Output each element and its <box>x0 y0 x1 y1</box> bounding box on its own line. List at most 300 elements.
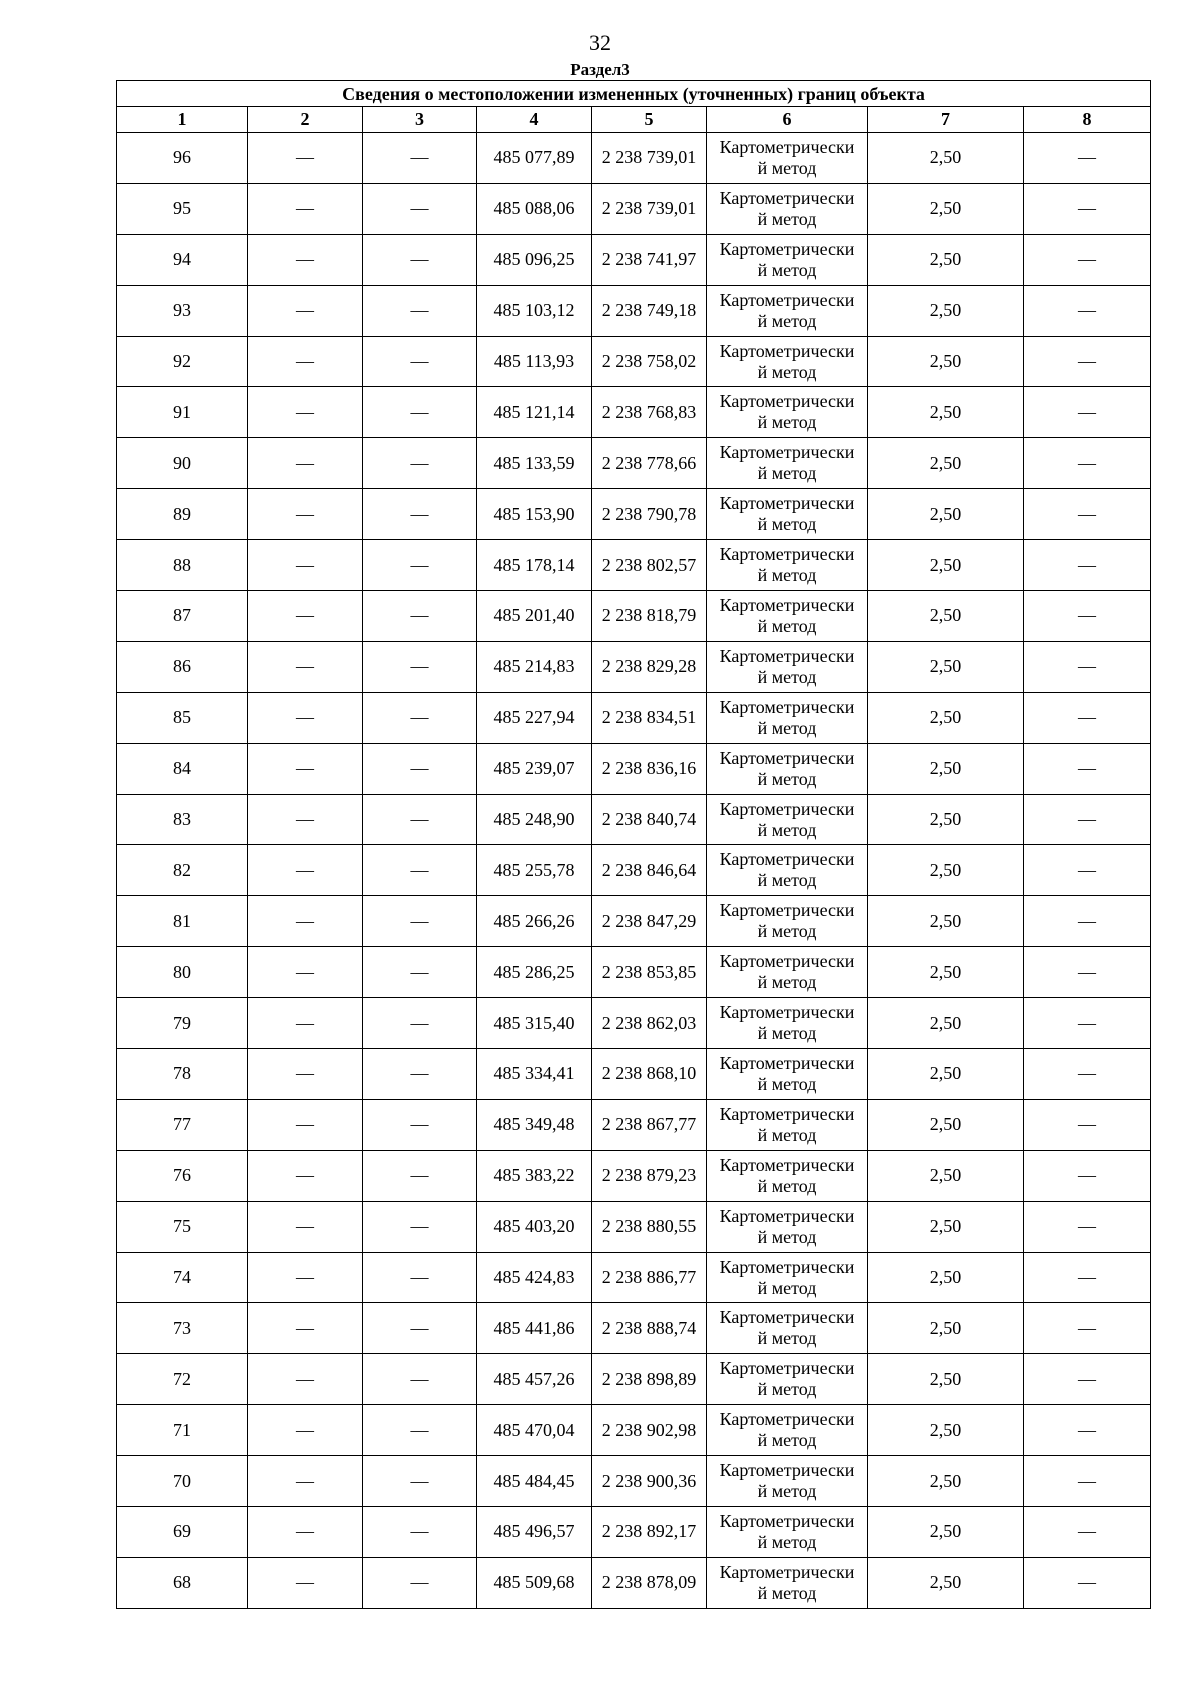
x-coordinate-cell: 485 227,94 <box>477 692 592 743</box>
empty-cell: — <box>363 133 477 184</box>
y-coordinate-cell: 2 238 886,77 <box>592 1252 707 1303</box>
empty-cell: — <box>363 1201 477 1252</box>
method-cell <box>707 1049 868 1100</box>
table-row <box>117 1557 1151 1608</box>
empty-cell: — <box>1024 692 1151 743</box>
column-number-row <box>117 107 1151 133</box>
x-coordinate-cell: 485 201,40 <box>477 591 592 642</box>
y-coordinate-cell: 2 238 888,74 <box>592 1303 707 1354</box>
method-cell <box>707 641 868 692</box>
y-coordinate-cell: 2 238 900,36 <box>592 1456 707 1507</box>
point-number-cell: 83 <box>117 794 248 845</box>
method-line-1: Картометрически <box>719 951 855 972</box>
x-coordinate-cell: 485 286,25 <box>477 947 592 998</box>
method-line-1: Картометрически <box>719 1307 855 1328</box>
point-number-cell: 75 <box>117 1201 248 1252</box>
empty-cell: — <box>248 896 363 947</box>
y-coordinate-cell: 2 238 847,29 <box>592 896 707 947</box>
precision-cell: 2,50 <box>868 947 1024 998</box>
empty-cell: — <box>248 692 363 743</box>
method-cell <box>707 1405 868 1456</box>
method-line-2: й метод <box>757 514 817 535</box>
empty-cell: — <box>363 438 477 489</box>
x-coordinate-cell: 485 113,93 <box>477 336 592 387</box>
method-line-2: й метод <box>757 157 817 178</box>
y-coordinate-cell: 2 238 829,28 <box>592 641 707 692</box>
empty-cell: — <box>363 387 477 438</box>
empty-cell: — <box>1024 1354 1151 1405</box>
table-row <box>117 438 1151 489</box>
point-number-cell: 96 <box>117 133 248 184</box>
empty-cell: — <box>363 896 477 947</box>
empty-cell: — <box>363 183 477 234</box>
y-coordinate-cell: 2 238 846,64 <box>592 845 707 896</box>
column-number: 4 <box>477 107 592 133</box>
empty-cell: — <box>1024 1099 1151 1150</box>
empty-cell: — <box>363 591 477 642</box>
empty-cell: — <box>1024 591 1151 642</box>
table-body <box>117 133 1151 1609</box>
method-line-1: Картометрически <box>719 136 855 157</box>
empty-cell: — <box>1024 387 1151 438</box>
method-line-1: Картометрически <box>719 1409 855 1430</box>
empty-cell: — <box>248 540 363 591</box>
empty-cell: — <box>1024 1150 1151 1201</box>
method-cell <box>707 540 868 591</box>
y-coordinate-cell: 2 238 868,10 <box>592 1049 707 1100</box>
empty-cell: — <box>248 336 363 387</box>
empty-cell: — <box>363 692 477 743</box>
column-number: 6 <box>707 107 868 133</box>
empty-cell: — <box>248 438 363 489</box>
point-number-cell: 94 <box>117 234 248 285</box>
y-coordinate-cell: 2 238 790,78 <box>592 489 707 540</box>
empty-cell: — <box>363 1099 477 1150</box>
point-number-cell: 72 <box>117 1354 248 1405</box>
precision-cell: 2,50 <box>868 591 1024 642</box>
precision-cell: 2,50 <box>868 336 1024 387</box>
table-row <box>117 743 1151 794</box>
method-line-2: й метод <box>757 310 817 331</box>
method-line-2: й метод <box>757 1023 817 1044</box>
precision-cell: 2,50 <box>868 1201 1024 1252</box>
method-cell <box>707 1303 868 1354</box>
empty-cell: — <box>1024 1405 1151 1456</box>
method-cell <box>707 1252 868 1303</box>
precision-cell: 2,50 <box>868 387 1024 438</box>
y-coordinate-cell: 2 238 749,18 <box>592 285 707 336</box>
method-line-1: Картометрически <box>719 696 855 717</box>
point-number-cell: 85 <box>117 692 248 743</box>
method-line-2: й метод <box>757 921 817 942</box>
method-line-2: й метод <box>757 666 817 687</box>
method-line-1: Картометрически <box>719 493 855 514</box>
empty-cell: — <box>248 1252 363 1303</box>
empty-cell: — <box>363 234 477 285</box>
precision-cell: 2,50 <box>868 641 1024 692</box>
precision-cell: 2,50 <box>868 1405 1024 1456</box>
table-row <box>117 1201 1151 1252</box>
empty-cell: — <box>248 387 363 438</box>
method-line-2: й метод <box>757 259 817 280</box>
empty-cell: — <box>1024 1507 1151 1558</box>
x-coordinate-cell: 485 248,90 <box>477 794 592 845</box>
empty-cell: — <box>363 336 477 387</box>
method-line-2: й метод <box>757 1531 817 1552</box>
method-line-2: й метод <box>757 1430 817 1451</box>
column-number: 2 <box>248 107 363 133</box>
point-number-cell: 87 <box>117 591 248 642</box>
method-line-1: Картометрически <box>719 594 855 615</box>
empty-cell: — <box>248 1507 363 1558</box>
method-line-1: Картометрически <box>719 289 855 310</box>
y-coordinate-cell: 2 238 862,03 <box>592 998 707 1049</box>
method-line-2: й метод <box>757 208 817 229</box>
method-line-1: Картометрически <box>719 645 855 666</box>
method-cell <box>707 387 868 438</box>
empty-cell: — <box>248 641 363 692</box>
point-number-cell: 93 <box>117 285 248 336</box>
x-coordinate-cell: 485 470,04 <box>477 1405 592 1456</box>
empty-cell: — <box>363 1354 477 1405</box>
empty-cell: — <box>1024 794 1151 845</box>
x-coordinate-cell: 485 509,68 <box>477 1557 592 1608</box>
precision-cell: 2,50 <box>868 896 1024 947</box>
column-number: 8 <box>1024 107 1151 133</box>
precision-cell: 2,50 <box>868 438 1024 489</box>
empty-cell: — <box>363 947 477 998</box>
method-line-1: Картометрически <box>719 1002 855 1023</box>
empty-cell: — <box>1024 1252 1151 1303</box>
x-coordinate-cell: 485 096,25 <box>477 234 592 285</box>
method-line-2: й метод <box>757 1073 817 1094</box>
table-row <box>117 1507 1151 1558</box>
precision-cell: 2,50 <box>868 234 1024 285</box>
empty-cell: — <box>363 1252 477 1303</box>
precision-cell: 2,50 <box>868 1252 1024 1303</box>
precision-cell: 2,50 <box>868 1507 1024 1558</box>
y-coordinate-cell: 2 238 818,79 <box>592 591 707 642</box>
method-line-1: Картометрически <box>719 1510 855 1531</box>
method-line-1: Картометрически <box>719 1358 855 1379</box>
method-line-2: й метод <box>757 1328 817 1349</box>
section-title: Раздел3 <box>570 60 630 79</box>
empty-cell: — <box>248 183 363 234</box>
method-cell <box>707 1557 868 1608</box>
table-row <box>117 489 1151 540</box>
empty-cell: — <box>248 1099 363 1150</box>
empty-cell: — <box>1024 1456 1151 1507</box>
x-coordinate-cell: 485 334,41 <box>477 1049 592 1100</box>
x-coordinate-cell: 485 403,20 <box>477 1201 592 1252</box>
x-coordinate-cell: 485 088,06 <box>477 183 592 234</box>
point-number-cell: 74 <box>117 1252 248 1303</box>
method-line-2: й метод <box>757 361 817 382</box>
empty-cell: — <box>1024 743 1151 794</box>
empty-cell: — <box>248 1405 363 1456</box>
y-coordinate-cell: 2 238 741,97 <box>592 234 707 285</box>
method-cell <box>707 183 868 234</box>
method-cell <box>707 845 868 896</box>
boundary-coordinates-table <box>116 80 1151 1609</box>
empty-cell: — <box>363 540 477 591</box>
precision-cell: 2,50 <box>868 743 1024 794</box>
empty-cell: — <box>363 1150 477 1201</box>
method-line-2: й метод <box>757 972 817 993</box>
point-number-cell: 90 <box>117 438 248 489</box>
table-caption: Сведения о местоположении измененных (уточненных) границ объекта <box>117 81 1151 107</box>
table-row <box>117 794 1151 845</box>
empty-cell: — <box>1024 1201 1151 1252</box>
empty-cell: — <box>248 1354 363 1405</box>
method-cell <box>707 794 868 845</box>
empty-cell: — <box>1024 336 1151 387</box>
method-line-2: й метод <box>757 819 817 840</box>
precision-cell: 2,50 <box>868 1456 1024 1507</box>
empty-cell: — <box>248 1303 363 1354</box>
empty-cell: — <box>1024 540 1151 591</box>
precision-cell: 2,50 <box>868 133 1024 184</box>
point-number-cell: 89 <box>117 489 248 540</box>
empty-cell: — <box>248 743 363 794</box>
empty-cell: — <box>1024 998 1151 1049</box>
y-coordinate-cell: 2 238 778,66 <box>592 438 707 489</box>
y-coordinate-cell: 2 238 840,74 <box>592 794 707 845</box>
empty-cell: — <box>363 1303 477 1354</box>
point-number-cell: 76 <box>117 1150 248 1201</box>
table-row <box>117 1456 1151 1507</box>
empty-cell: — <box>1024 285 1151 336</box>
method-line-1: Картометрически <box>719 900 855 921</box>
point-number-cell: 79 <box>117 998 248 1049</box>
method-line-1: Картометрически <box>719 1561 855 1582</box>
y-coordinate-cell: 2 238 867,77 <box>592 1099 707 1150</box>
method-line-1: Картометрически <box>719 1052 855 1073</box>
table-row <box>117 336 1151 387</box>
precision-cell: 2,50 <box>868 1557 1024 1608</box>
point-number-cell: 81 <box>117 896 248 947</box>
y-coordinate-cell: 2 238 853,85 <box>592 947 707 998</box>
y-coordinate-cell: 2 238 739,01 <box>592 183 707 234</box>
method-line-1: Картометрически <box>719 849 855 870</box>
method-line-2: й метод <box>757 768 817 789</box>
precision-cell: 2,50 <box>868 540 1024 591</box>
empty-cell: — <box>248 489 363 540</box>
x-coordinate-cell: 485 121,14 <box>477 387 592 438</box>
x-coordinate-cell: 485 214,83 <box>477 641 592 692</box>
empty-cell: — <box>363 794 477 845</box>
table-row <box>117 1303 1151 1354</box>
table-row <box>117 234 1151 285</box>
precision-cell: 2,50 <box>868 285 1024 336</box>
y-coordinate-cell: 2 238 902,98 <box>592 1405 707 1456</box>
table-row <box>117 540 1151 591</box>
point-number-cell: 73 <box>117 1303 248 1354</box>
method-line-1: Картометрически <box>719 238 855 259</box>
precision-cell: 2,50 <box>868 692 1024 743</box>
y-coordinate-cell: 2 238 834,51 <box>592 692 707 743</box>
method-line-2: й метод <box>757 717 817 738</box>
method-line-1: Картометрически <box>719 1460 855 1481</box>
table-row <box>117 1405 1151 1456</box>
method-line-2: й метод <box>757 615 817 636</box>
column-number: 5 <box>592 107 707 133</box>
method-line-2: й метод <box>757 870 817 891</box>
method-cell <box>707 896 868 947</box>
method-line-2: й метод <box>757 1226 817 1247</box>
point-number-cell: 78 <box>117 1049 248 1100</box>
empty-cell: — <box>1024 845 1151 896</box>
y-coordinate-cell: 2 238 880,55 <box>592 1201 707 1252</box>
precision-cell: 2,50 <box>868 1049 1024 1100</box>
empty-cell: — <box>363 641 477 692</box>
table-row <box>117 1049 1151 1100</box>
empty-cell: — <box>1024 489 1151 540</box>
precision-cell: 2,50 <box>868 183 1024 234</box>
x-coordinate-cell: 485 441,86 <box>477 1303 592 1354</box>
point-number-cell: 88 <box>117 540 248 591</box>
empty-cell: — <box>248 285 363 336</box>
y-coordinate-cell: 2 238 892,17 <box>592 1507 707 1558</box>
method-line-1: Картометрически <box>719 391 855 412</box>
x-coordinate-cell: 485 383,22 <box>477 1150 592 1201</box>
empty-cell: — <box>248 1201 363 1252</box>
method-line-2: й метод <box>757 1277 817 1298</box>
precision-cell: 2,50 <box>868 794 1024 845</box>
method-line-2: й метод <box>757 1582 817 1603</box>
y-coordinate-cell: 2 238 898,89 <box>592 1354 707 1405</box>
empty-cell: — <box>363 1456 477 1507</box>
point-number-cell: 77 <box>117 1099 248 1150</box>
precision-cell: 2,50 <box>868 1150 1024 1201</box>
method-line-2: й метод <box>757 1175 817 1196</box>
method-line-1: Картометрически <box>719 544 855 565</box>
y-coordinate-cell: 2 238 768,83 <box>592 387 707 438</box>
y-coordinate-cell: 2 238 758,02 <box>592 336 707 387</box>
x-coordinate-cell: 485 457,26 <box>477 1354 592 1405</box>
method-cell <box>707 1099 868 1150</box>
precision-cell: 2,50 <box>868 998 1024 1049</box>
table-row <box>117 133 1151 184</box>
y-coordinate-cell: 2 238 802,57 <box>592 540 707 591</box>
empty-cell: — <box>248 1557 363 1608</box>
empty-cell: — <box>248 1456 363 1507</box>
method-line-1: Картометрически <box>719 187 855 208</box>
table-row <box>117 1354 1151 1405</box>
point-number-cell: 86 <box>117 641 248 692</box>
table-row <box>117 285 1151 336</box>
point-number-cell: 69 <box>117 1507 248 1558</box>
x-coordinate-cell: 485 103,12 <box>477 285 592 336</box>
empty-cell: — <box>1024 641 1151 692</box>
precision-cell: 2,50 <box>868 489 1024 540</box>
method-line-1: Картометрически <box>719 1256 855 1277</box>
method-line-1: Картометрически <box>719 1103 855 1124</box>
empty-cell: — <box>1024 234 1151 285</box>
point-number-cell: 84 <box>117 743 248 794</box>
method-line-2: й метод <box>757 1379 817 1400</box>
method-line-2: й метод <box>757 1481 817 1502</box>
method-line-2: й метод <box>757 565 817 586</box>
point-number-cell: 80 <box>117 947 248 998</box>
empty-cell: — <box>1024 183 1151 234</box>
x-coordinate-cell: 485 239,07 <box>477 743 592 794</box>
empty-cell: — <box>248 591 363 642</box>
method-cell <box>707 1354 868 1405</box>
precision-cell: 2,50 <box>868 1099 1024 1150</box>
precision-cell: 2,50 <box>868 1303 1024 1354</box>
point-number-cell: 82 <box>117 845 248 896</box>
empty-cell: — <box>1024 1303 1151 1354</box>
x-coordinate-cell: 485 424,83 <box>477 1252 592 1303</box>
table-row <box>117 1150 1151 1201</box>
x-coordinate-cell: 485 315,40 <box>477 998 592 1049</box>
table-row <box>117 1099 1151 1150</box>
empty-cell: — <box>248 133 363 184</box>
empty-cell: — <box>363 998 477 1049</box>
empty-cell: — <box>363 845 477 896</box>
point-number-cell: 91 <box>117 387 248 438</box>
method-cell <box>707 1201 868 1252</box>
table-row <box>117 947 1151 998</box>
method-cell <box>707 438 868 489</box>
empty-cell: — <box>248 234 363 285</box>
y-coordinate-cell: 2 238 739,01 <box>592 133 707 184</box>
empty-cell: — <box>248 998 363 1049</box>
x-coordinate-cell: 485 484,45 <box>477 1456 592 1507</box>
x-coordinate-cell: 485 496,57 <box>477 1507 592 1558</box>
method-cell <box>707 1507 868 1558</box>
y-coordinate-cell: 2 238 836,16 <box>592 743 707 794</box>
y-coordinate-cell: 2 238 879,23 <box>592 1150 707 1201</box>
empty-cell: — <box>248 1150 363 1201</box>
method-cell <box>707 591 868 642</box>
empty-cell: — <box>248 947 363 998</box>
table-row <box>117 998 1151 1049</box>
method-cell <box>707 743 868 794</box>
method-cell <box>707 692 868 743</box>
x-coordinate-cell: 485 178,14 <box>477 540 592 591</box>
column-number: 1 <box>117 107 248 133</box>
method-line-2: й метод <box>757 1124 817 1145</box>
x-coordinate-cell: 485 349,48 <box>477 1099 592 1150</box>
column-number: 7 <box>868 107 1024 133</box>
y-coordinate-cell: 2 238 878,09 <box>592 1557 707 1608</box>
table-row <box>117 591 1151 642</box>
method-cell <box>707 947 868 998</box>
method-line-2: й метод <box>757 463 817 484</box>
table-row <box>117 387 1151 438</box>
method-line-1: Картометрически <box>719 1154 855 1175</box>
empty-cell: — <box>363 743 477 794</box>
x-coordinate-cell: 485 133,59 <box>477 438 592 489</box>
method-line-1: Картометрически <box>719 798 855 819</box>
empty-cell: — <box>363 1049 477 1100</box>
empty-cell: — <box>1024 1049 1151 1100</box>
page-number: 32 <box>589 30 611 55</box>
empty-cell: — <box>248 794 363 845</box>
point-number-cell: 92 <box>117 336 248 387</box>
precision-cell: 2,50 <box>868 845 1024 896</box>
point-number-cell: 95 <box>117 183 248 234</box>
method-line-1: Картометрически <box>719 340 855 361</box>
point-number-cell: 71 <box>117 1405 248 1456</box>
column-number: 3 <box>363 107 477 133</box>
empty-cell: — <box>363 285 477 336</box>
method-cell <box>707 285 868 336</box>
empty-cell: — <box>363 1507 477 1558</box>
empty-cell: — <box>248 845 363 896</box>
